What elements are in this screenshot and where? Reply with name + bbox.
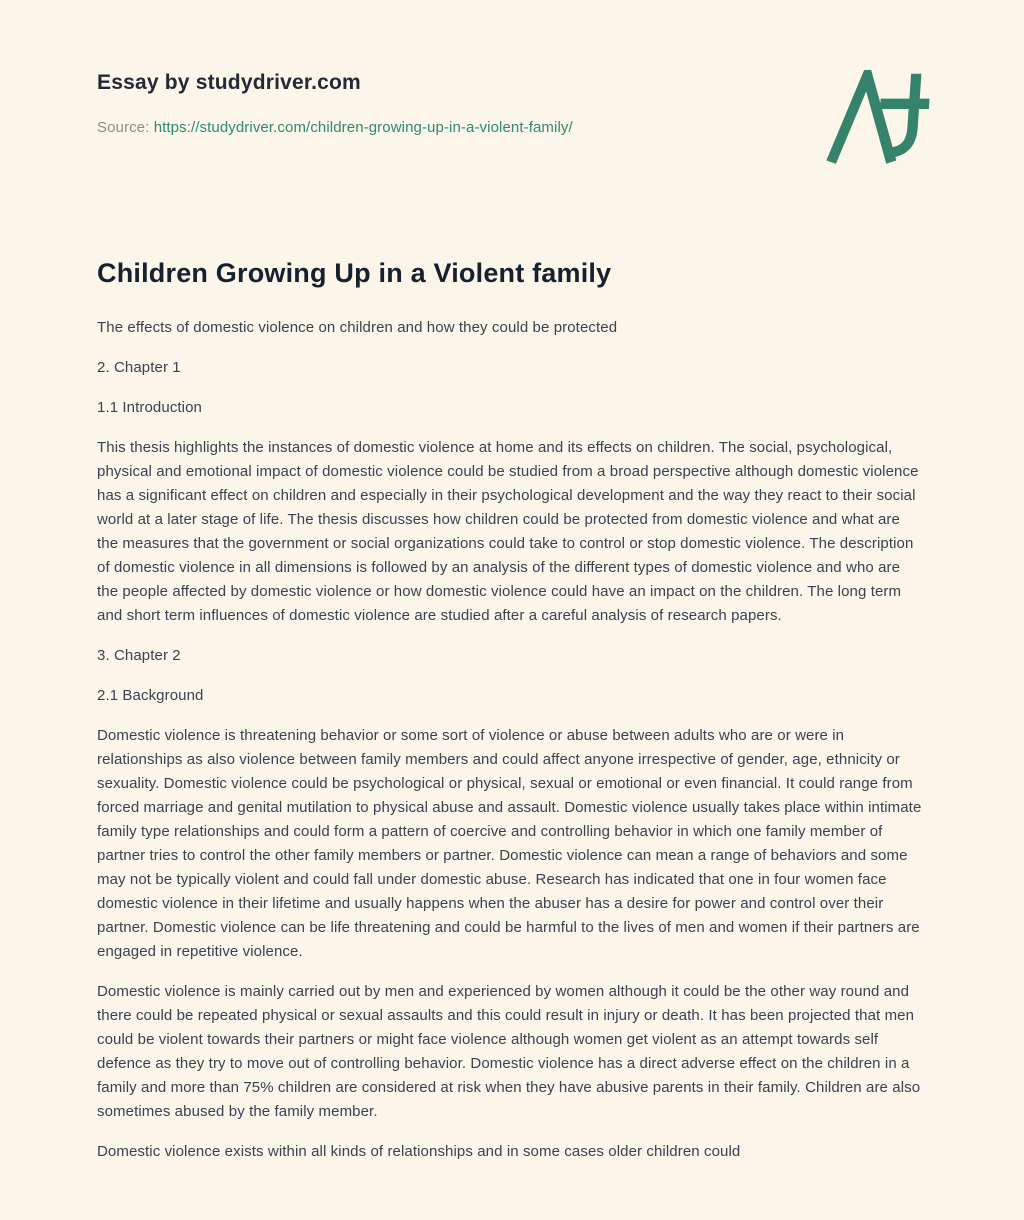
paragraph-introduction: This thesis highlights the instances of domestic violence at home and its effects on children. The social, psychological, physical and emotional impact of domestic violence could be studied from a broad perspective although domestic violence has a significant effect on children and especially in their psychological development and the way they react to their social world at a later stage of life. The thesis discusses how children could be protected from domestic violence and what are the measures that the government or social organizations could take to control or stop domestic violence. The description of domestic violence in all dimensions is followed by an analysis of the different types of domestic violence and who are the people affected by domestic violence or how domestic violence could have an impact on the children. The long term and short term influences of domestic violence are studied after a careful analysis of research papers. [97, 439, 919, 624]
article-subtitle: The effects of domestic violence on children and how they could be protected [97, 319, 618, 336]
source-line [97, 118, 927, 138]
article-title: Children Growing Up in a Violent family [97, 258, 612, 288]
paragraph-relationships-clipped: Domestic violence exists within all kinds of relationships and in some cases older children could [97, 1143, 741, 1160]
studydriver-logo-icon [826, 70, 930, 164]
chapter-heading-1: 2. Chapter 1 [97, 359, 181, 376]
paragraph-background: Domestic violence is threatening behavior or some sort of violence or abuse between adults who are or were in relationships as also violence between family members and could affect anyone irrespective of gender, age, ethnicity or sexuality. Domestic violence could be psychological or physical, sexual or emotional or even financial. It could range from forced marriage and genital mutilation to physical abuse and assault. Domestic violence usually takes place within intimate family type relationships and could form a pattern of coercive and controlling behavior in which one family member of partner tries to control the other family members or partner. Domestic violence can mean a range of behaviors and some may not be typically violent and could fall under domestic abuse. Research has indicated that one in four women face domestic violence in their lifetime and usually happens when the abuser has a desire for power and control over their partner. Domestic violence can be life threatening and could be harmful to the lives of men and women if their partners are engaged in repetitive violence. [97, 727, 922, 960]
chapter-heading-2: 3. Chapter 2 [97, 647, 181, 664]
section-heading-background: 2.1 Background [97, 687, 204, 704]
page-title: Essay by studydriver.com [97, 71, 361, 94]
section-heading-introduction: 1.1 Introduction [97, 399, 203, 416]
paragraph-perpetrators: Domestic violence is mainly carried out by men and experienced by women although it could be the other way round and there could be repeated physical or sexual assaults and this could result in injury or death. It has been projected that men could be violent towards their partners or might face violence although women get violent as an attempt towards self defence as they try to move out of controlling behavior. Domestic violence has a direct adverse effect on the children in a family and more than 75% children are considered at risk when they have abusive parents in their family. Children are also sometimes abused by the family member. [97, 983, 921, 1120]
source-link[interactable]: https://studydriver.com/children-growing-up-in-a-violent-family/ [153, 119, 573, 136]
source-label: Source: [97, 119, 150, 136]
